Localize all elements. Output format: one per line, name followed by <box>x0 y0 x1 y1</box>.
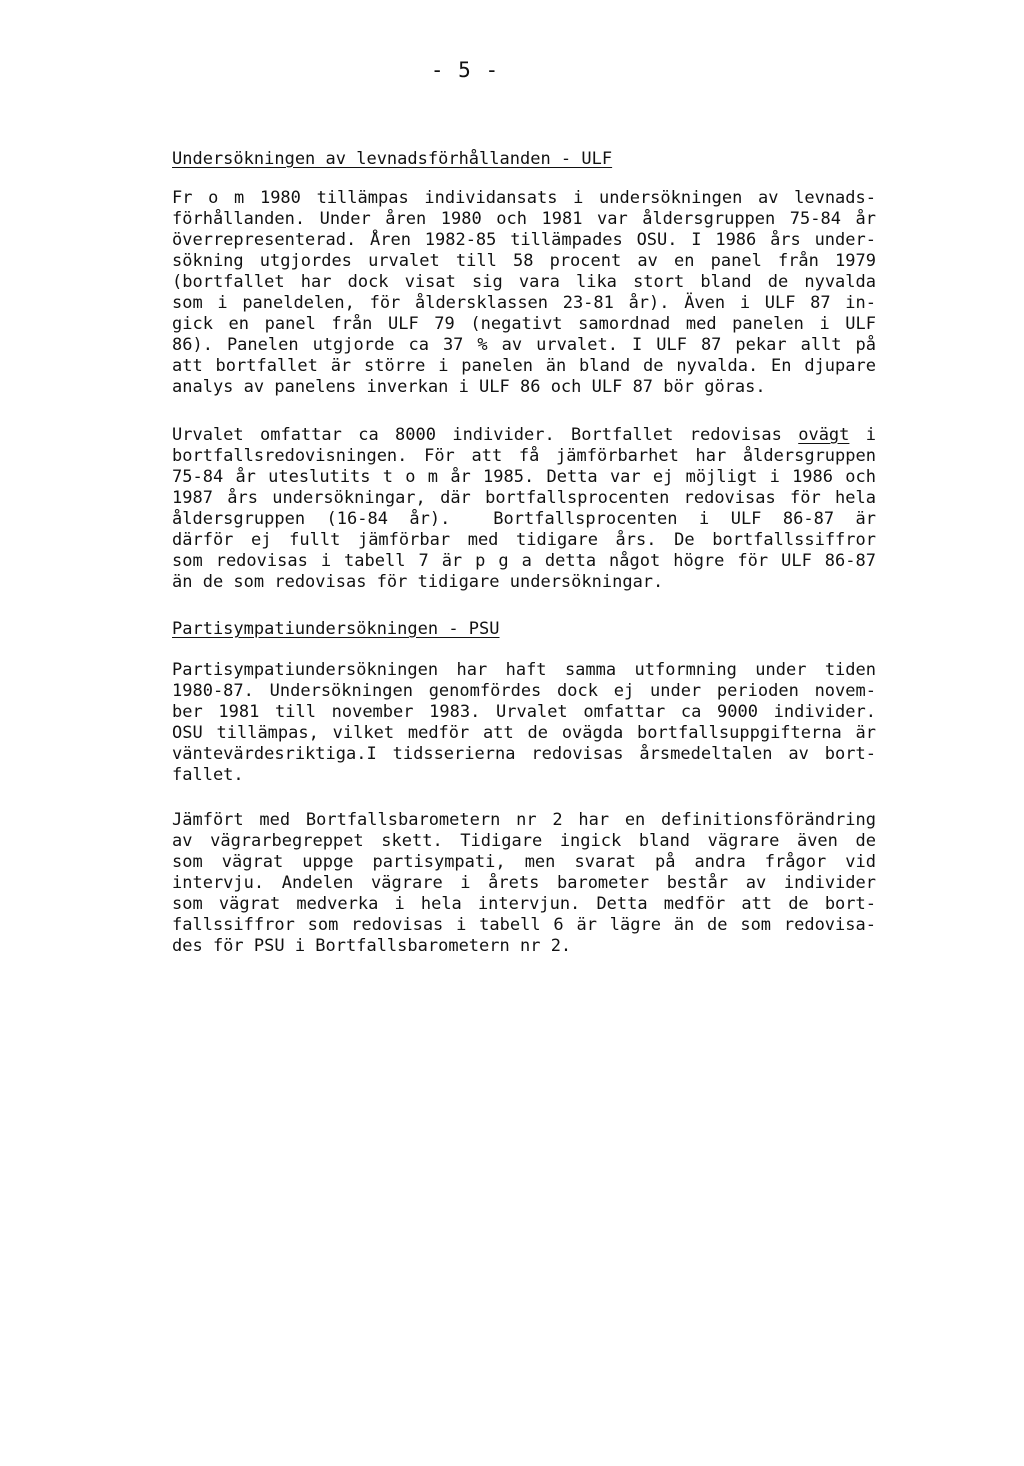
emphasis-ovagt: ovägt <box>798 425 850 445</box>
text-line: därför ej fullt jämförbar med tidigare års. De bortfallssiffror <box>172 530 876 550</box>
text-line: 86). Panelen utgjorde ca 37 % av urvalet. I ULF 87 pekar allt på <box>172 335 876 355</box>
text-line: åldersgruppen (16-84 år). Bortfallsprocenten i ULF 86-87 är <box>172 509 876 529</box>
page-number: - 5 - <box>430 58 500 82</box>
text-fragment: i <box>849 425 876 445</box>
text-line: des för PSU i Bortfallsbarometern nr 2. <box>172 936 572 956</box>
text-line: väntevärdesriktiga.I tidsserierna redovisas årsmedeltalen av bort- <box>172 744 876 764</box>
text-line: Fr o m 1980 tillämpas individansats i undersökningen av levnads- <box>172 188 876 208</box>
section-heading-ulf: Undersökningen av levnadsförhållanden - ULF <box>172 149 613 169</box>
text-line: som redovisas i tabell 7 är p g a detta något högre för ULF 86-87 <box>172 551 876 571</box>
text-line: av vägrarbegreppet skett. Tidigare ingick bland vägrare även de <box>172 831 876 851</box>
text-line: än de som redovisas för tidigare undersökningar. <box>172 572 664 592</box>
section-heading-psu: Partisympatiundersökningen - PSU <box>172 619 500 639</box>
text-line: fallssiffror som redovisas i tabell 6 är lägre än de som redovisa- <box>172 915 876 935</box>
text-line: bortfallsredovisningen. För att få jämförbarhet har åldersgruppen <box>172 446 876 466</box>
text-line: som vägrat medverka i hela intervjun. Detta medför att de bort- <box>172 894 876 914</box>
text-line: överrepresenterad. Åren 1982-85 tillämpades OSU. I 1986 års under- <box>172 230 876 250</box>
text-line: ber 1981 till november 1983. Urvalet omfattar ca 9000 individer. <box>172 702 876 722</box>
text-line: gick en panel från ULF 79 (negativt samordnad med panelen i ULF <box>172 314 876 334</box>
text-line: Jämfört med Bortfallsbarometern nr 2 har en definitionsförändring <box>172 810 876 830</box>
text-line: 1987 års undersökningar, där bortfallsprocenten redovisas för hela <box>172 488 876 508</box>
text-line: 75-84 år uteslutits t o m år 1985. Detta var ej möjligt i 1986 och <box>172 467 876 487</box>
text-line: analys av panelens inverkan i ULF 86 och ULF 87 bör göras. <box>172 377 766 397</box>
text-line: förhållanden. Under åren 1980 och 1981 var åldersgruppen 75-84 år <box>172 209 876 229</box>
text-line: intervju. Andelen vägrare i årets barometer består av individer <box>172 873 876 893</box>
text-fragment: Urvalet omfattar ca 8000 individer. Bortfallet redovisas <box>172 425 799 445</box>
text-line: sökning utgjordes urvalet till 58 procent av en panel från 1979 <box>172 251 876 271</box>
text-line: fallet. <box>172 765 244 785</box>
text-line: Partisympatiundersökningen har haft samma utformning under tiden <box>172 660 876 680</box>
paragraph-ulf-1 <box>172 188 876 398</box>
text-line: att bortfallet är större i panelen än bland de nyvalda. En djupare <box>172 356 876 376</box>
text-line: OSU tillämpas, vilket medför att de ovägda bortfallsuppgifterna är <box>172 723 876 743</box>
paragraph-psu-1 <box>172 660 876 786</box>
text-line: som vägrat uppge partisympati, men svarat på andra frågor vid <box>172 852 876 872</box>
text-line <box>172 425 876 446</box>
text-line: som i paneldelen, för åldersklassen 23-81 år). Även i ULF 87 in- <box>172 293 876 313</box>
text-line: (bortfallet har dock visat sig vara lika stort bland de nyvalda <box>172 272 876 292</box>
text-line: 1980-87. Undersökningen genomfördes dock ej under perioden novem- <box>172 681 876 701</box>
paragraph-psu-2 <box>172 810 876 957</box>
paragraph-ulf-2 <box>172 425 876 593</box>
